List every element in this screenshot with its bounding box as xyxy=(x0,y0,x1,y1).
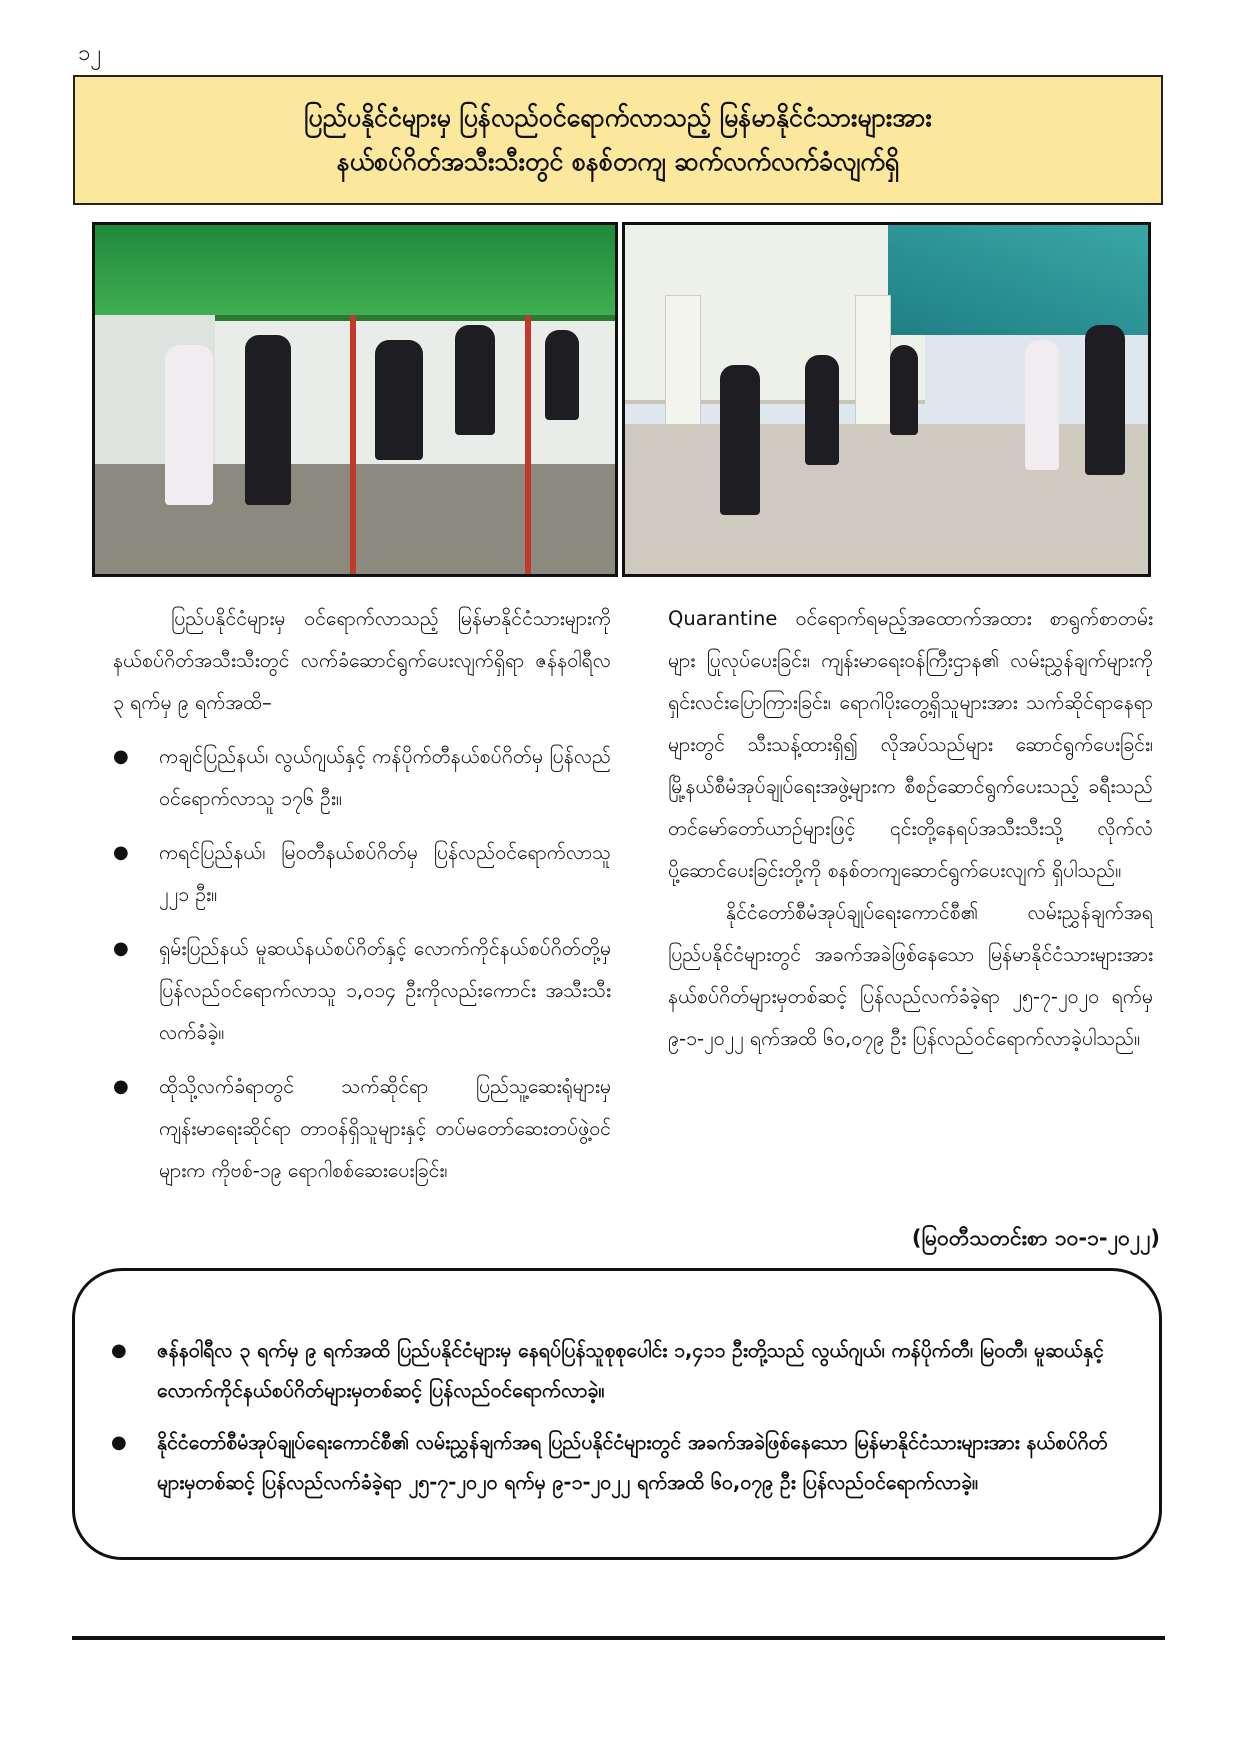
photo-person xyxy=(890,345,918,435)
photo-person xyxy=(375,340,423,460)
photo-person xyxy=(245,335,291,505)
photo-tent-pole xyxy=(525,315,531,577)
photo-person xyxy=(1085,325,1125,475)
article-intro: ပြည်ပနိုင်ငံများမှ ဝင်ရောက်လာသည့် မြန်မာနိုင်ငံသားများကို နယ်စပ်ဂိတ်အသီးသီးတွင် လက်ခံဆောင်ရွက်ပေးလျက်ရှိရာ ဇန်နဝါရီလ ၃ ရက်မှ ၉ ရက်အထိ– xyxy=(113,607,611,714)
photo-person xyxy=(165,345,213,505)
article-column-left xyxy=(113,598,611,1192)
headline-box xyxy=(73,75,1163,205)
article-paragraph: နိုင်ငံတော်စီမံအုပ်ချုပ်ရေးကောင်စီ၏ လမ်းညွှန်ချက်အရ ပြည်ပနိုင်ငံများတွင် အခက်အခဲဖြစ်နေသော မြန်မာနိုင်ငံသားများအား နယ်စပ်ဂိတ်များမှတစ်ဆင့် ပြန်လည်လက်ခံခဲ့ရာ ၂၅-၇-၂၀၂၀ ရက်မှ ၉-၁-၂၀၂၂ ရက်အထိ ၆၀,၀၇၉ ဦး ပြန်လည်ဝင်ရောက်လာခဲ့ပါသည်။ xyxy=(668,901,1153,1050)
photo-person xyxy=(720,365,760,515)
photo-person xyxy=(805,355,839,465)
summary-item: ● နိုင်ငံတော်စီမံအုပ်ချုပ်ရေးကောင်စီ၏ လမ်းညွှန်ချက်အရ ပြည်ပနိုင်ငံများတွင် အခက်အခဲဖြစ်နေသော မြန်မာနိုင်ငံသားများအား နယ်စပ်ဂိတ်များမှတစ်ဆင့် ပြန်လည်လက်ခံခဲ့ရာ ၂၅-၇-၂၀၂၀ ရက်မှ ၉-၁-၂၀၂၂ ရက်အထိ ၆၀,၀၇၉ ဦး ပြန်လည်ဝင်ရောက်လာခဲ့။ xyxy=(111,1423,1111,1503)
photo-returnees-queue xyxy=(622,222,1151,577)
page-number: ၁၂ xyxy=(78,41,102,66)
source-citation: (မြဝတီသတင်းစာ ၁၀-၁-၂၀၂၂) xyxy=(911,1226,1160,1250)
headline-line-2: နယ်စပ်ဂိတ်အသီးသီးတွင် စနစ်တကျ ဆက်လက်လက်ခံလျက်ရှိ xyxy=(336,147,900,176)
photo-border-checkpoint-tent xyxy=(92,222,618,577)
footer-rule xyxy=(72,1636,1165,1640)
article-bullet-list xyxy=(113,736,611,1192)
article-bullet: ● ထိုသို့လက်ခံရာတွင် သက်ဆိုင်ရာ ပြည်သူ့ဆေးရုံများမှ ကျန်းမာရေးဆိုင်ရာ တာဝန်ရှိသူများနှင့် တပ်မတော်ဆေးတပ်ဖွဲ့ဝင်များက ကိုဗစ်-၁၉ ရောဂါစစ်ဆေးပေးခြင်း၊ xyxy=(113,1066,611,1192)
article-paragraph: Quarantine ဝင်ရောက်ရမည့်အထောက်အထား စာရွက်စာတမ်းများ ပြုလုပ်ပေးခြင်း၊ ကျန်းမာရေးဝန်ကြီးဌာန၏ လမ်းညွှန်ချက်များကို ရှင်းလင်းပြောကြားခြင်း၊ ရောဂါပိုးတွေ့ရှိသူများအား သက်ဆိုင်ရာနေရာများတွင် သီးသန့်ထားရှိ၍ လိုအပ်သည်များ ဆောင်ရွက်ပေးခြင်း၊ မြို့နယ်စီမံအုပ်ချုပ်ရေးအဖွဲ့များက စီစဉ်ဆောင်ရွက်ပေးသည့် ခရီးသည်တင်မော်တော်ယာဉ်များဖြင့် ၎င်းတို့နေရပ်အသီးသီးသို့ လိုက်လံပို့ဆောင်ပေးခြင်းတို့ကို စနစ်တကျဆောင်ရွက်ပေးလျက် ရှိပါသည်။ xyxy=(668,607,1153,882)
photo-floor xyxy=(625,424,1148,574)
photo-person xyxy=(455,325,495,435)
summary-item: ● ဇန်နဝါရီလ ၃ ရက်မှ ၉ ရက်အထိ ပြည်ပနိုင်ငံများမှ နေရပ်ပြန်သူစုစုပေါင်း ၁,၄၁၁ ဦးတို့သည် လွယ်ဂျယ်၊ ကန်ပိုက်တီ၊ မြဝတီ၊ မူဆယ်နှင့် လောက်ကိုင်နယ်စပ်ဂိတ်များမှတစ်ဆင့် ပြန်လည်ဝင်ရောက်လာခဲ့။ xyxy=(111,1331,1111,1411)
article-bullet: ● ရှမ်းပြည်နယ် မူဆယ်နယ်စပ်ဂိတ်နှင့် လောက်ကိုင်နယ်စပ်ဂိတ်တို့မှ ပြန်လည်ဝင်ရောက်လာသူ ၁,၀၁၄ ဦးကိုလည်းကောင်း အသီးသီးလက်ခံခဲ့။ xyxy=(113,928,611,1054)
photo-roof xyxy=(888,225,1148,335)
headline-line-1: ပြည်ပနိုင်ငံများမှ ပြန်လည်ဝင်ရောက်လာသည့် မြန်မာနိုင်ငံသားများအား xyxy=(304,103,932,132)
photo-person xyxy=(1025,340,1059,470)
article-bullet: ● ကရင်ပြည်နယ်၊ မြဝတီနယ်စပ်ဂိတ်မှ ပြန်လည်ဝင်ရောက်လာသူ ၂၂၁ ဦး။ xyxy=(113,832,611,916)
photo-tent-pole xyxy=(350,315,356,577)
summary-list xyxy=(111,1331,1111,1503)
summary-box xyxy=(72,1268,1162,1560)
photo-tent-canopy xyxy=(95,225,615,321)
photo-person xyxy=(545,330,579,420)
article-column-right xyxy=(668,598,1153,1060)
article-bullet: ● ကချင်ပြည်နယ်၊ လွယ်ဂျယ်နှင့် ကန်ပိုက်တီနယ်စပ်ဂိတ်မှ ပြန်လည်ဝင်ရောက်လာသူ ၁၇၆ ဦး။ xyxy=(113,736,611,820)
